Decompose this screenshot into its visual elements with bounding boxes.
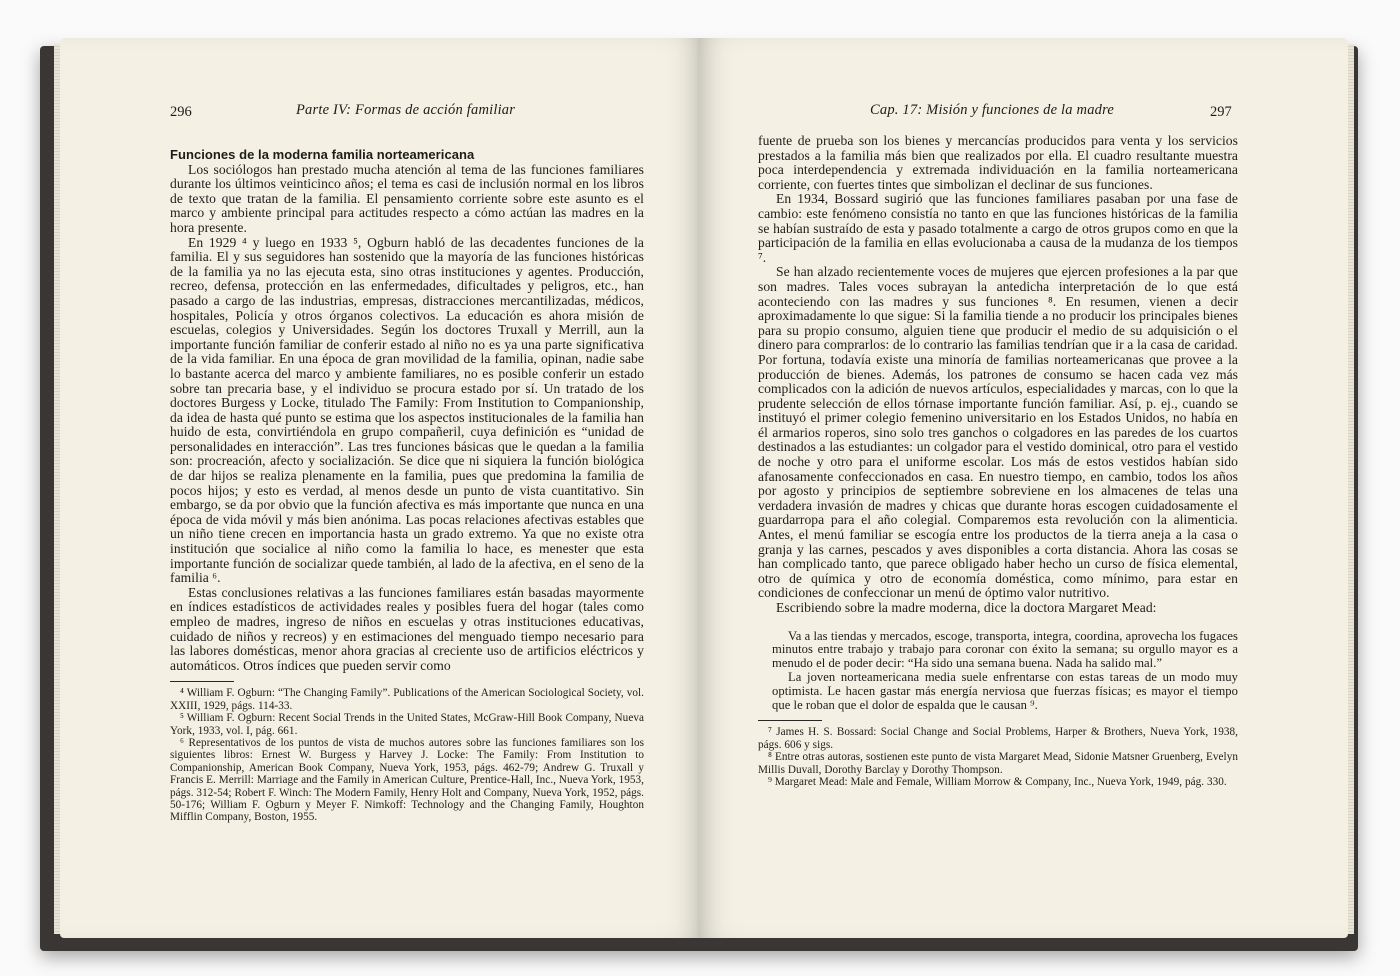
running-head: Cap. 17: Misión y funciones de la madre bbox=[870, 102, 1115, 118]
paragraph: Se han alzado recientemente voces de mujeres que ejercen profesiones a la par que son madres. Tales voces subrayan la antedicha interpretación de lo que está aconteciendo con las madres y sus funciones ⁸. En resumen, vienen a decir aproximadamente lo que sigue: Si la familia tiende a no producir los principales bienes para su propio consumo, alguien tiene que producir el medio de su adquisición o el dinero para comprarlos: de lo contrario las familias tendrían que ir a la casa de caridad. Por fortuna, todavía existe una minoría de familias norteamericanas que provee a la producción de bienes. Además, los patrones de consumo se hacen cada vez más complicados con la adición de nuevos artículos, especialidades y marcas, con lo que la prudente selección de ellos tórnase importante función familiar. Así, p. ej., cuando se instituyó el primer colegio femenino universitario en los Estados Unidos, no había en él armarios roperos, sino solo tres ganchos o colgadores en las paredes de los cuartos destinados a las estudiantes: un colgador para el vestido dominical, otro para el vestido de noche y otro para el uniforme escolar. Los más de estos vestidos habían sido afanosamente confeccionados en casa. En nuestro tiempo, en cambio, todos los años por agosto y principios de septiembre sobreviene en los almacenes de telas una verdadera invasión de madres y chicas que durante horas escogen cuidadosamente el guardarropa para el año colegial. Comparemos esta revolución con la alimenticia. Antes, el menú familiar se escogía entre los productos de la tierra aneja a la casa o granja y las carnes, pescados y aves disponibles a corta distancia. Ahora las cosas se han complicado tanto, que parece obligado haber hecho un curso de física elemental, otro de química y otro de economía doméstica, como mínimo, para estar en condiciones de confeccionar un menú de óptimo valor nutritivo. bbox=[758, 264, 1238, 601]
footnote: ⁹ Margaret Mead: Male and Female, William Morrow & Company, Inc., Nueva York, 1949, pág. 330. bbox=[768, 776, 1227, 788]
footnotes bbox=[758, 726, 1238, 788]
paragraph: En 1929 ⁴ y luego en 1933 ⁵, Ogburn habló de las decadentes funciones de la familia. El y sus seguidores han sostenido que la mayoría de las funciones históricas de la familia ya no las ejecuta esta, sino otras instituciones y agentes. Producción, recreo, defensa, protección en las enfermedades, dificultades y peligros, etc., han pasado a cargo de las industrias, empresas, distracciones mercantilizadas, médicos, hospitales, Policía y otros órganos colectivos. La educación es ahora misión de escuelas, colegios y Universidades. Según los doctores Truxall y Merrill, aun la importante función familiar de conferir estado al niño no es ya una parte significativa de la vida familiar. En una época de gran movilidad de la familia, opinan, nadie sabe lo bastante acerca del marco y ambiente familiares, no es posible conferir un estado sobre tan precaria base, y el individuo se procura estado por sí. Un tratado de los doctores Burgess y Locke, titulado The Family: From Institution to Companionship, da idea de hasta qué punto se estima que los aspectos institucionales de la familia han huido de esta, convirtiéndola en grupo compañeril, cuya definición es “unidad de personalidades en interacción”. Las tres funciones básicas que le quedan a la familia son: procreación, afecto y socialización. Se dice que ni siquiera la función biológica de dar hijos se realiza plenamente en la familia, pues que predomina la familia de pocos hijos; y esto es verdad, al menos desde un punto de vista cuantitativo. Sin embargo, se da por obvio que la función afectiva es más importante que nunca en una época de vida móvil y más bien anónima. Las pocas relaciones afectivas estables que un niño tiene crecen en importancia hasta un grado extremo. Ya que no existe otra institución que socialice al niño como la familia lo hace, es menester que esta importante función de socializar quede también, al lado de la afectiva, en el seno de la familia ⁶. bbox=[170, 234, 644, 586]
footnote: ⁵ William F. Ogburn: Recent Social Trends in the United States, McGraw-Hill Book Company, Nueva York, 1933, vol. I, pág. 661. bbox=[170, 712, 644, 737]
footnote: ⁶ Representativos de los puntos de vista de muchos autores sobre las funciones familiares son los siguientes libros: Ernest W. Burgess y Harvey J. Locke: The Family: From Institution to Companionship, American Book Company, Nueva York, 1953, págs. 462-79; Andrew G. Truxall y Francis E. Merrill: Marriage and the Family in American Culture, Prentice-Hall, Inc., Nueva York, 1953, págs. 312-54; Robert F. Winch: The Modern Family, Henry Holt and Company, Nueva York, 1952, págs. 50-176; William F. Ogburn y Meyer F. Nimkoff: Technology and the Changing Family, Houghton Mifflin Company, Boston, 1955. bbox=[170, 737, 644, 824]
block-quote bbox=[772, 630, 1238, 713]
footnote-rule bbox=[758, 720, 822, 721]
right-page bbox=[698, 38, 1348, 938]
paragraph: Estas conclusiones relativas a las funciones familiares están basadas mayormente en índices estadísticos de actividades reales y posibles fuera del hogar (tales como empleo de madres, ingreso de niños en escuelas y otras instituciones educativas, cuidado de niños y recreos) y en estimaciones del menguado tiempo necesario para las labores domésticas, menor ahora gracias al creciente uso de artificios eléctricos y automáticos. Otros índices que pueden servir como bbox=[170, 584, 644, 673]
text-column bbox=[758, 134, 1238, 788]
section-title: Funciones de la moderna familia norteamericana bbox=[170, 147, 475, 162]
paragraph: Escribiendo sobre la madre moderna, dice la doctora Margaret Mead: bbox=[776, 600, 1157, 615]
paragraph: fuente de prueba son los bienes y mercancías producidos para venta y los servicios prestados a la familia más bien que realizados por ella. El cuadro resultante muestra poca interdependencia y extremada individuación en la familia norteamericana corriente, con fuertes tintes que simbolizan el declinar de sus funciones. bbox=[758, 133, 1238, 192]
footnote-rule bbox=[170, 681, 234, 682]
paragraph: En 1934, Bossard sugirió que las funciones familiares pasaban por una fase de cambio: este fenómeno consistía no tanto en que las funciones históricas de la familia se habían sustraído de esta y pasado totalmente a cargo de otros grupos como en que la participación de la familia en ellas evolucionaba a causa de la mudanza de los tiempos ⁷. bbox=[758, 191, 1238, 265]
running-head: Parte IV: Formas de acción familiar bbox=[296, 102, 516, 118]
text-column bbox=[170, 148, 644, 824]
page-number: 297 bbox=[1210, 104, 1232, 120]
footnote: ⁸ Entre otras autoras, sostienen este punto de vista Margaret Mead, Sidonie Matsner Gruenberg, Evelyn Millis Duvall, Dorothy Barclay y Dorothy Thompson. bbox=[758, 751, 1238, 776]
left-page bbox=[60, 38, 702, 938]
footnote: ⁴ William F. Ogburn: “The Changing Family”. Publications of the American Sociological Society, vol. XXIII, 1929, págs. 114-33. bbox=[170, 687, 644, 712]
footnotes bbox=[170, 687, 644, 823]
quote-paragraph: Va a las tiendas y mercados, escoge, transporta, integra, coordina, aprovecha los fugaces minutos entre trabajo y trabajo para coronar con éxito la semana; su orgullo mayor es a menudo el de poder decir: “Ha sido una semana buena. Nada ha salido mal.” bbox=[772, 628, 1238, 671]
quote-paragraph: La joven norteamericana media suele enfrentarse con estas tareas de un modo muy optimista. Le hacen gastar más energía nerviosa que fuerzas físicas; es mayor el tiempo que le roban que el dolor de espalda que le causan ⁹. bbox=[772, 669, 1238, 712]
paragraph: Los sociólogos han prestado mucha atención al tema de las funciones familiares durante los últimos veinticinco años; el tema es casi de inclusión normal en los libros de texto que tratan de la familia. El pensamiento corriente sobre este asunto es el marco y ambiente principal para actitudes respecto a cómo actúan las madres en la hora presente. bbox=[170, 161, 644, 235]
footnote: ⁷ James H. S. Bossard: Social Change and Social Problems, Harper & Brothers, Nueva York, 1938, págs. 606 y sigs. bbox=[758, 726, 1238, 751]
page-number: 296 bbox=[170, 104, 192, 120]
